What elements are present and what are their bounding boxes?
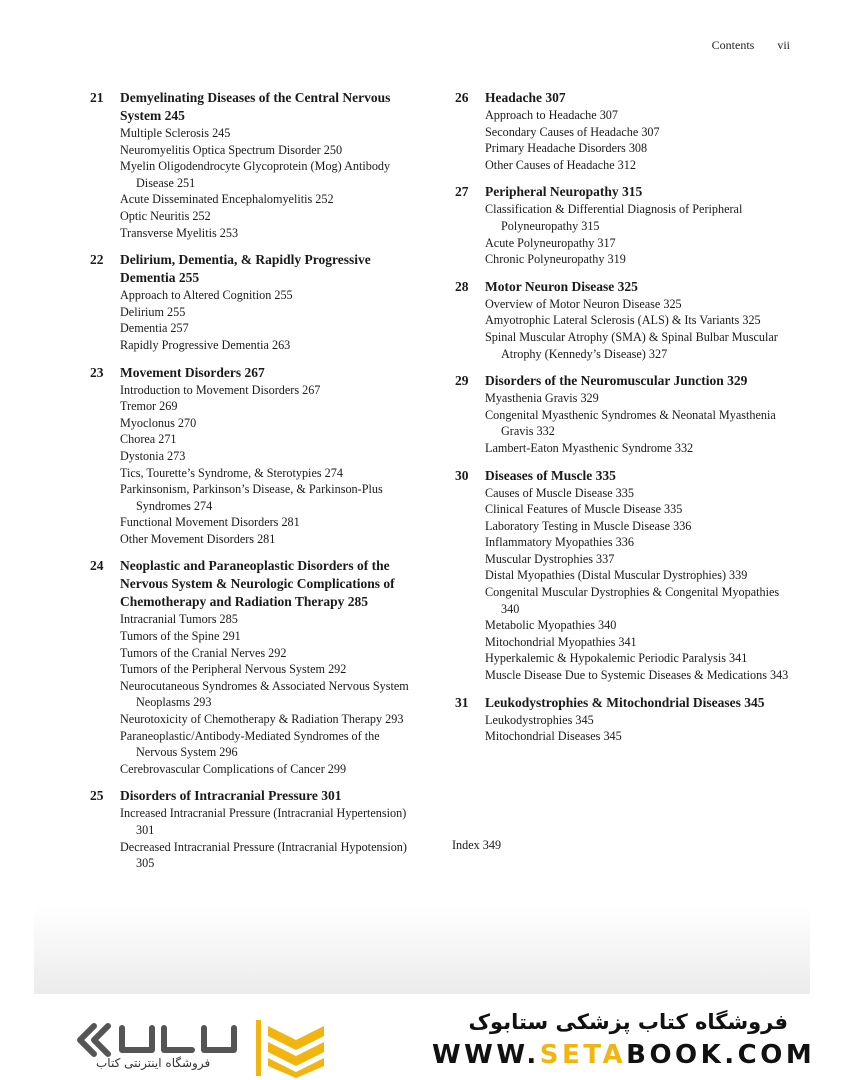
chapter-entries <box>120 805 420 871</box>
toc-entry[interactable]: Optic Neuritis 252 <box>120 208 211 223</box>
chapter-heading[interactable] <box>455 183 795 201</box>
toc-entry[interactable]: Amyotrophic Lateral Sclerosis (ALS) & Its Variants 325 <box>485 313 761 328</box>
chapter-title: Diseases of Muscle 335 <box>485 467 616 483</box>
toc-entry[interactable]: Tremor 269 <box>120 399 178 414</box>
toc-entry[interactable]: Functional Movement Disorders 281 <box>120 515 300 530</box>
chapter-title: Delirium, Dementia, & Rapidly Progressive Dementia 255 <box>120 252 371 286</box>
url-prefix: WWW. <box>432 1040 540 1070</box>
chapter-entries <box>485 712 795 745</box>
toc-entry[interactable]: Dystonia 273 <box>120 448 186 463</box>
toc-entry[interactable]: Introduction to Movement Disorders 267 <box>120 382 321 397</box>
toc-entry[interactable]: Distal Myopathies (Distal Muscular Dystrophies) 339 <box>485 568 748 583</box>
chapter-entries <box>485 107 795 173</box>
chapter-entries <box>485 296 795 362</box>
chapter-title: Disorders of Intracranial Pressure 301 <box>120 788 342 804</box>
chevron-stack-logo-icon <box>250 1018 330 1078</box>
chapter-number: 22 <box>90 252 104 268</box>
toc-entry[interactable]: Other Movement Disorders 281 <box>120 531 276 546</box>
chapter-title: Neoplastic and Paraneoplastic Disorders of the Nervous System & Neurologic Complications of Chemotherapy and Radiation Therapy 285 <box>120 558 395 610</box>
toc-entry[interactable]: Inflammatory Myopathies 336 <box>485 535 634 550</box>
toc-entry[interactable]: Dementia 257 <box>120 321 189 336</box>
toc-chapter <box>90 89 420 241</box>
toc-entry[interactable]: Tics, Tourette’s Syndrome, & Sterotypies 274 <box>120 465 343 480</box>
toc-left-column <box>90 89 420 882</box>
setabook-logo-wordmark <box>72 1020 262 1060</box>
index-entry[interactable]: Index 349 <box>452 838 502 852</box>
toc-entry[interactable]: Tumors of the Peripheral Nervous System 292 <box>120 662 347 677</box>
toc-entry[interactable]: Spinal Muscular Atrophy (SMA) & Spinal Bulbar Muscular Atrophy (Kennedy’s Disease) 327 <box>485 329 778 361</box>
toc-chapter <box>455 467 795 684</box>
chapter-entries <box>120 382 420 548</box>
chapter-title: Peripheral Neuropathy 315 <box>485 184 643 200</box>
chapter-number: 26 <box>455 90 469 105</box>
toc-entry[interactable]: Neurotoxicity of Chemotherapy & Radiation Therapy 293 <box>120 712 404 727</box>
store-url[interactable] <box>432 1040 815 1070</box>
toc-entry[interactable]: Laboratory Testing in Muscle Disease 336 <box>485 518 692 533</box>
chapter-title: Leukodystrophies & Mitochondrial Diseases 345 <box>485 694 765 710</box>
toc-entry[interactable]: Tumors of the Cranial Nerves 292 <box>120 645 287 660</box>
url-accent: SETA <box>539 1040 627 1070</box>
toc-entry[interactable]: Hyperkalemic & Hypokalemic Periodic Paralysis 341 <box>485 651 748 666</box>
chapter-entries <box>485 201 795 267</box>
chapter-number: 23 <box>90 364 104 380</box>
chapter-number: 29 <box>455 373 469 389</box>
chapter-heading[interactable] <box>90 787 420 805</box>
toc-entry[interactable]: Transverse Myelitis 253 <box>120 225 239 240</box>
chapter-number: 21 <box>90 90 104 105</box>
toc-entry[interactable]: Muscle Disease Due to Systemic Diseases & Medications 343 <box>485 668 789 683</box>
toc-entry[interactable]: Approach to Altered Cognition 255 <box>120 288 293 303</box>
chapter-entries <box>120 287 420 353</box>
chapter-heading[interactable] <box>455 372 795 390</box>
toc-entry[interactable]: Causes of Muscle Disease 335 <box>485 485 634 500</box>
chapter-heading[interactable] <box>90 251 420 287</box>
toc-entry[interactable]: Clinical Features of Muscle Disease 335 <box>485 502 683 517</box>
chapter-title: Disorders of the Neuromuscular Junction 329 <box>485 373 748 389</box>
chapter-heading[interactable] <box>90 89 420 125</box>
toc-entry[interactable]: Metabolic Myopathies 340 <box>485 618 617 633</box>
toc-entry[interactable]: Myoclonus 270 <box>120 415 197 430</box>
toc-entry[interactable]: Muscular Dystrophies 337 <box>485 551 615 566</box>
toc-chapter <box>90 787 420 871</box>
url-suffix: BOOK.COM <box>626 1040 816 1070</box>
chapter-entries <box>120 125 420 241</box>
chapter-entries <box>485 485 795 684</box>
toc-entry[interactable]: Paraneoplastic/Antibody-Mediated Syndromes of the Nervous System 296 <box>120 728 380 760</box>
toc-entry[interactable]: Rapidly Progressive Dementia 263 <box>120 337 291 352</box>
toc-entry[interactable]: Other Causes of Headache 312 <box>485 157 636 172</box>
header-page-number: vii <box>777 38 790 52</box>
toc-entry[interactable]: Neurocutaneous Syndromes & Associated Nervous System Neoplasms 293 <box>120 678 409 710</box>
toc-entry[interactable]: Mitochondrial Myopathies 341 <box>485 634 637 649</box>
toc-entry[interactable]: Leukodystrophies 345 <box>485 712 594 727</box>
toc-chapter <box>90 557 420 777</box>
chapter-heading[interactable] <box>455 467 795 485</box>
chapter-entries <box>120 611 420 777</box>
chapter-title: Demyelinating Diseases of the Central Nervous System 245 <box>120 90 391 123</box>
toc-entry[interactable]: Myelin Oligodendrocyte Glycoprotein (Mog) Antibody Disease 251 <box>120 159 391 190</box>
chapter-entries <box>485 390 795 456</box>
toc-chapter <box>455 694 795 745</box>
chapter-heading[interactable] <box>455 694 795 712</box>
toc-entry[interactable]: Chorea 271 <box>120 432 177 447</box>
toc-entry[interactable]: Congenital Muscular Dystrophies & Congenital Myopathies 340 <box>485 585 780 616</box>
toc-entry[interactable]: Delirium 255 <box>120 304 186 319</box>
toc-entry[interactable]: Intracranial Tumors 285 <box>120 612 238 627</box>
toc-entry[interactable]: Acute Polyneuropathy 317 <box>485 235 616 250</box>
toc-chapter <box>455 89 795 173</box>
chapter-heading[interactable] <box>455 278 795 296</box>
toc-entry[interactable]: Increased Intracranial Pressure (Intracranial Hypertension) 301 <box>120 806 407 837</box>
toc-entry[interactable]: Classification & Differential Diagnosis of Peripheral Polyneuropathy 315 <box>485 202 743 233</box>
chapter-number: 25 <box>90 788 104 804</box>
toc-entry[interactable]: Chronic Polyneuropathy 319 <box>485 252 626 267</box>
toc-entry[interactable]: Primary Headache Disorders 308 <box>485 141 648 156</box>
chapter-title: Motor Neuron Disease 325 <box>485 278 638 294</box>
toc-entry[interactable]: Acute Disseminated Encephalomyelitis 252 <box>120 192 334 207</box>
chapter-title: Movement Disorders 267 <box>120 364 265 380</box>
toc-entry[interactable]: Multiple Sclerosis 245 <box>120 126 231 140</box>
toc-entry[interactable]: Tumors of the Spine 291 <box>120 629 241 644</box>
toc-chapter <box>90 251 420 353</box>
toc-chapter <box>455 278 795 362</box>
chapter-heading[interactable] <box>455 89 795 107</box>
running-header <box>712 38 790 53</box>
chapter-number: 28 <box>455 278 469 294</box>
toc-entry[interactable]: Mitochondrial Diseases 345 <box>485 729 622 744</box>
toc-entry[interactable]: Secondary Causes of Headache 307 <box>485 124 660 139</box>
chapter-number: 24 <box>90 558 104 574</box>
toc-entry[interactable]: Congenital Myasthenic Syndromes & Neonatal Myasthenia Gravis 332 <box>485 407 776 439</box>
chapter-number: 27 <box>455 184 469 200</box>
toc-right-column <box>455 89 795 755</box>
toc-entry[interactable]: Cerebrovascular Complications of Cancer 299 <box>120 761 347 776</box>
store-name: فروشگاه کتاب پزشکی ستابوک <box>468 1010 788 1034</box>
toc-entry[interactable]: Lambert-Eaton Myasthenic Syndrome 332 <box>485 440 694 455</box>
toc-chapter <box>455 183 795 267</box>
chapter-heading[interactable] <box>90 557 420 611</box>
toc-entry[interactable]: Approach to Headache 307 <box>485 108 618 122</box>
toc-entry[interactable]: Decreased Intracranial Pressure (Intracranial Hypotension) 305 <box>120 839 407 871</box>
chapter-number: 31 <box>455 694 469 710</box>
header-section: Contents <box>711 38 755 52</box>
chapter-title: Headache 307 <box>485 90 566 105</box>
chapter-number: 30 <box>455 467 469 483</box>
toc-chapter <box>90 364 420 548</box>
scan-shadow <box>34 905 810 995</box>
chapter-heading[interactable] <box>90 364 420 382</box>
toc-entry[interactable]: Myasthenia Gravis 329 <box>485 391 599 406</box>
toc-entry[interactable]: Neuromyelitis Optica Spectrum Disorder 250 <box>120 142 343 157</box>
toc-chapter <box>455 372 795 456</box>
toc-entry[interactable]: Parkinsonism, Parkinson’s Disease, & Parkinson-Plus Syndromes 274 <box>120 482 383 513</box>
toc-entry[interactable]: Overview of Motor Neuron Disease 325 <box>485 296 682 311</box>
logo-subtitle: فروشگاه اینترنتی کتاب <box>96 1056 211 1070</box>
